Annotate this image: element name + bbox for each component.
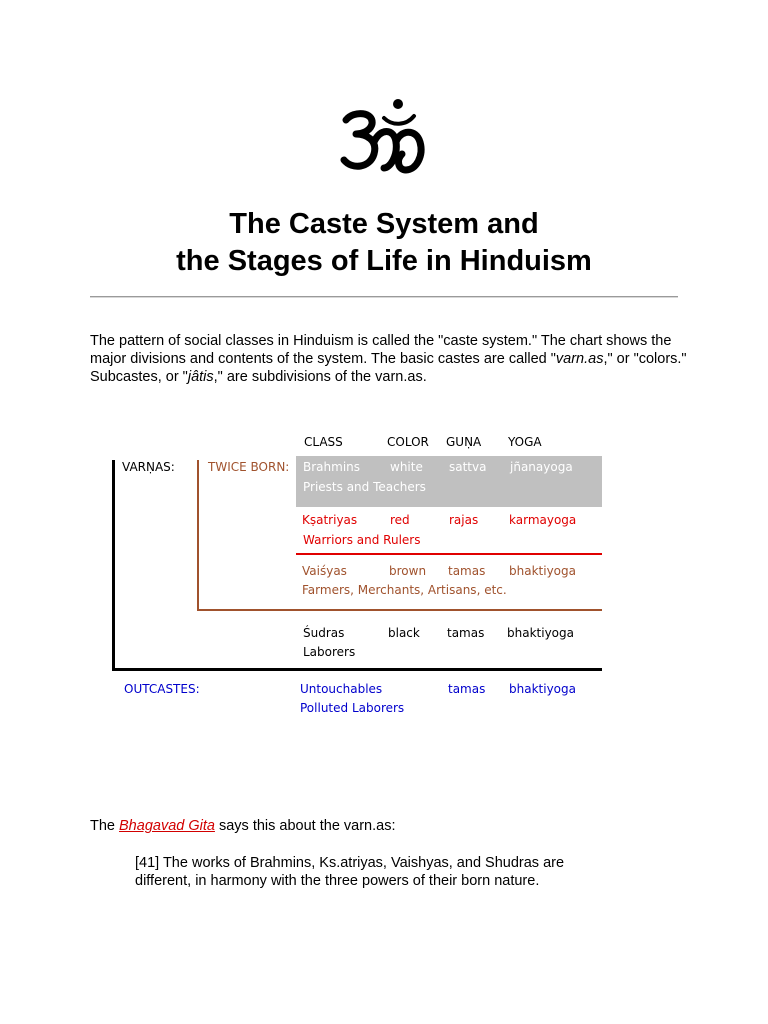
ksatriya-divider-line bbox=[296, 553, 602, 555]
row-yoga: bhaktiyoga bbox=[507, 626, 574, 640]
row-class: Untouchables bbox=[300, 682, 383, 696]
intro-text-2: ," or "colors." Subcastes, or " bbox=[90, 351, 687, 385]
row-desc: Priests and Teachers bbox=[303, 480, 426, 494]
page-title-line1: The Caste System and bbox=[229, 208, 539, 240]
row-yoga: bhaktiyoga bbox=[509, 682, 576, 696]
header-class: CLASS bbox=[304, 435, 343, 449]
twice-born-vertical-line bbox=[197, 460, 199, 611]
row-color: red bbox=[390, 513, 410, 527]
row-class: Kṣatriyas bbox=[302, 513, 358, 527]
row-color: black bbox=[388, 626, 420, 640]
row-yoga: jñanayoga bbox=[510, 460, 573, 474]
varnas-label: VARṆAS: bbox=[122, 460, 175, 474]
varnas-vertical-line bbox=[112, 460, 115, 671]
row-desc: Warriors and Rulers bbox=[303, 533, 421, 547]
header-guna: GUṆA bbox=[446, 435, 482, 449]
row-class: Brahmins bbox=[303, 460, 361, 474]
outcastes-label: OUTCASTES: bbox=[124, 682, 200, 696]
horizontal-rule bbox=[90, 296, 678, 298]
intro-italic-jatis: jâtis bbox=[187, 369, 214, 385]
row-yoga: karmayoga bbox=[509, 513, 577, 527]
intro-paragraph bbox=[90, 332, 690, 386]
quote-prefix: The bbox=[90, 818, 120, 834]
varnas-bottom-line bbox=[112, 668, 602, 671]
intro-text-3: ," are subdivisions of the varn.as. bbox=[213, 369, 427, 385]
quote-intro bbox=[90, 818, 396, 834]
row-color: brown bbox=[389, 564, 427, 578]
intro-italic-varnas: varn.as bbox=[555, 351, 604, 367]
row-color: white bbox=[390, 460, 423, 474]
row-guna: tamas bbox=[447, 626, 485, 640]
twice-born-bottom-line bbox=[197, 609, 602, 611]
row-guna: tamas bbox=[448, 682, 486, 696]
row-desc: Polluted Laborers bbox=[300, 701, 405, 715]
row-class: Śudras bbox=[303, 626, 345, 640]
row-guna: sattva bbox=[449, 460, 487, 474]
verse-text: [41] The works of Brahmins, Ks.atriyas, Vaishyas, and Shudras are different, in harmony with the three powers of their born nature. bbox=[135, 855, 565, 889]
header-color: COLOR bbox=[387, 435, 429, 449]
twice-born-label: TWICE BORN: bbox=[208, 460, 290, 474]
row-guna: rajas bbox=[449, 513, 479, 527]
row-guna: tamas bbox=[448, 564, 486, 578]
quote-suffix: says this about the varn.as: bbox=[214, 818, 396, 834]
row-desc: Laborers bbox=[303, 645, 356, 659]
row-class: Vaiśyas bbox=[302, 564, 347, 578]
header-yoga: YOGA bbox=[508, 435, 542, 449]
page-title-line2: the Stages of Life in Hinduism bbox=[176, 245, 592, 277]
om-symbol-icon bbox=[336, 98, 432, 180]
bhagavad-gita-link[interactable]: Bhagavad Gita bbox=[119, 818, 215, 834]
row-yoga: bhaktiyoga bbox=[509, 564, 576, 578]
row-desc: Farmers, Merchants, Artisans, etc. bbox=[302, 583, 507, 597]
intro-text-1: The pattern of social classes in Hinduism is called the "caste system." The chart shows the major divisions and contents of the system. The basic castes are called " bbox=[90, 333, 672, 367]
